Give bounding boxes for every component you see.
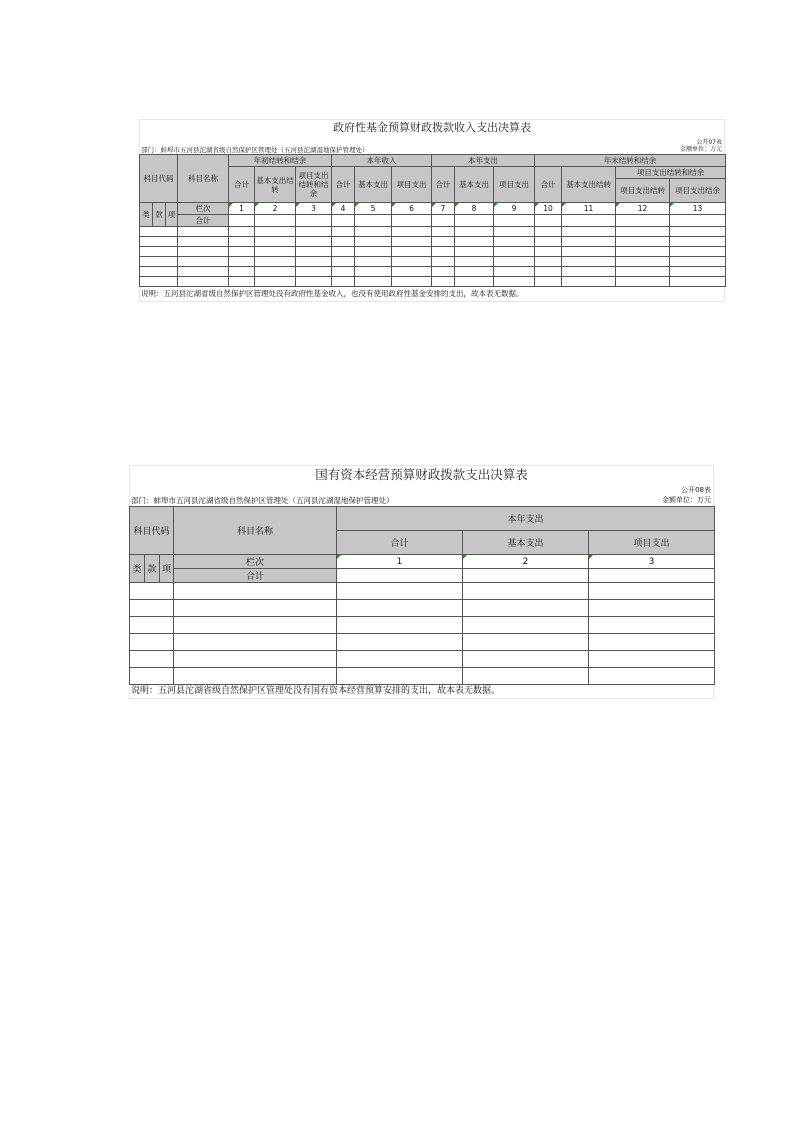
table-row: [130, 668, 715, 685]
header-begin-balance: 年初结转和结余: [229, 155, 332, 167]
table-row: [140, 257, 726, 267]
col-number: 6: [392, 203, 432, 215]
header-income-basic: 基本支出: [355, 167, 392, 203]
header-end-basic: 基本支出结转: [562, 167, 616, 203]
table1-code: 公开07表: [696, 139, 722, 146]
header-heji: 合计: [178, 215, 229, 227]
t2-header-kuan: 款: [145, 555, 160, 583]
table1-title: 政府性基金预算财政拨款收入支出决算表: [139, 119, 725, 136]
col-number: 3: [296, 203, 332, 215]
table1-note: 说明：五河县沱湖省级自然保护区管理处没有政府性基金收入，也没有使用政府性基金安排的支出，故本表无数据。: [139, 287, 725, 302]
t2-header-basic: 基本支出: [463, 531, 589, 555]
header-lanci: 栏次: [178, 203, 229, 215]
t2-header-heji: 合计: [174, 569, 337, 583]
t2-header-lei: 类: [130, 555, 145, 583]
header-begin-basic: 基本支出结转: [255, 167, 296, 203]
t2-header-name: 科目名称: [174, 507, 337, 555]
table-row: [130, 583, 715, 600]
t2-header-expense: 本年支出: [337, 507, 715, 531]
col-number: 8: [455, 203, 494, 215]
header-end-project-group: 项目支出结转和结余: [616, 167, 726, 179]
col-number: 7: [432, 203, 455, 215]
table-row: [130, 617, 715, 634]
table-row: [130, 600, 715, 617]
t2-col-number: 3: [589, 555, 715, 569]
table2-grid: [129, 506, 715, 685]
t2-col-number: 2: [463, 555, 589, 569]
header-income: 本年收入: [332, 155, 432, 167]
table2-note: 说明：五河县沱湖省级自然保护区管理处没有国有资本经营预算安排的支出，故本表无数据。: [129, 685, 714, 699]
table1-unit: 金额单位：万元: [679, 146, 722, 153]
col-number: 2: [255, 203, 296, 215]
header-expense-project: 项目支出: [494, 167, 535, 203]
header-name: 科目名称: [178, 155, 229, 203]
table1-department: 部门：蚌埠市五河县沱湖省级自然保护区管理处（五河县沱湖湿地保护管理处）: [141, 146, 369, 154]
t2-header-total: 合计: [337, 531, 463, 555]
col-number: 4: [332, 203, 355, 215]
t2-header-code: 科目代码: [130, 507, 174, 555]
table1-grid: [139, 154, 726, 287]
table-row: [130, 634, 715, 651]
header-end-project-balance: 项目支出结余: [670, 179, 726, 203]
header-income-project: 项目支出: [392, 167, 432, 203]
header-code: 科目代码: [140, 155, 178, 203]
header-expense-total: 合计: [432, 167, 455, 203]
header-end-total: 合计: [535, 167, 562, 203]
t2-header-xiang: 项: [160, 555, 174, 583]
header-expense: 本年支出: [432, 155, 535, 167]
t2-header-project: 项目支出: [589, 531, 715, 555]
table-row: [140, 237, 726, 247]
col-number: 9: [494, 203, 535, 215]
header-end-project-carry: 项目支出结转: [616, 179, 670, 203]
header-begin-project: 项目支出结转和结余: [296, 167, 332, 203]
table-row: [140, 227, 726, 237]
table2-unit: 金额单位：万元: [662, 496, 711, 504]
col-number: 12: [616, 203, 670, 215]
table-row: [140, 277, 726, 287]
col-number: 13: [670, 203, 726, 215]
header-lei: 类: [140, 203, 153, 227]
col-number: 11: [562, 203, 616, 215]
table2-title: 国有资本经营预算财政拨款支出决算表: [129, 465, 714, 484]
table2-meta: [129, 484, 714, 506]
table1-meta: [139, 136, 725, 154]
table2-code: 公开08表: [681, 486, 711, 494]
col-number: 1: [229, 203, 255, 215]
col-number: 10: [535, 203, 562, 215]
table-row: [140, 247, 726, 257]
table-row: [130, 651, 715, 668]
header-end-balance: 年末结转和结余: [535, 155, 726, 167]
header-expense-basic: 基本支出: [455, 167, 494, 203]
header-xiang: 项: [166, 203, 178, 227]
government-fund-table: [139, 119, 725, 302]
table2-department: 部门：蚌埠市五河县沱湖省级自然保护区管理处（五河县沱湖湿地保护管理处）: [131, 496, 394, 505]
table-row: [140, 267, 726, 277]
header-kuan: 款: [153, 203, 166, 227]
t2-col-number: 1: [337, 555, 463, 569]
col-number: 5: [355, 203, 392, 215]
t2-header-lanci: 栏次: [174, 555, 337, 569]
header-income-total: 合计: [332, 167, 355, 203]
state-capital-table: [129, 465, 714, 699]
header-begin-total: 合计: [229, 167, 255, 203]
